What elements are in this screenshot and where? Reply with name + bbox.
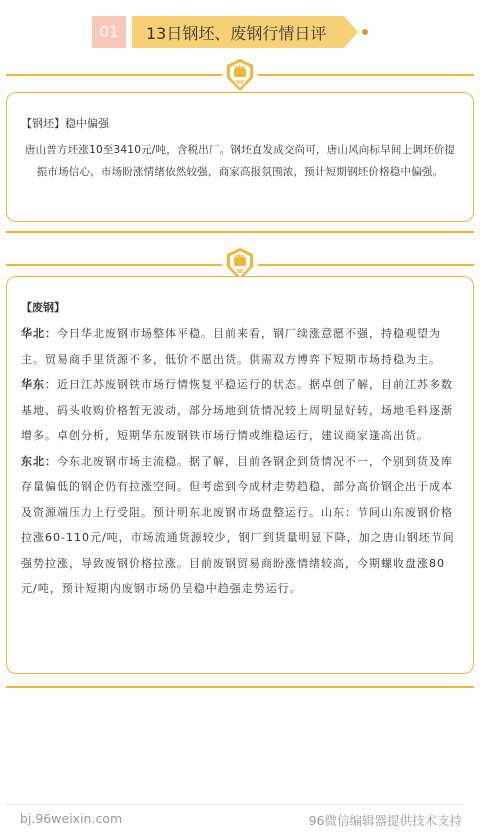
paragraph-east-china — [21, 372, 461, 449]
region-label: 华东 — [21, 378, 45, 391]
paragraph-north-china — [21, 321, 461, 372]
billet-title: 【钢坯】稳中偏强 — [21, 117, 109, 130]
paragraph-northeast — [21, 449, 461, 602]
divider-line — [6, 686, 474, 688]
badge-text: 96 — [236, 269, 244, 275]
section-number: 01 — [92, 16, 126, 48]
header-dot — [362, 29, 368, 35]
badge-text: 96 — [236, 80, 244, 86]
divider-line — [6, 231, 474, 233]
section-header — [92, 16, 368, 48]
paragraph-text: ：近日江苏废钢铁市场行情恢复平稳运行的状态。据卓创了解，目前江苏多数基地、码头收购价格暂无波动，部分场地到货情况较上周明显好转，场地毛料逐渐增多。卓创分析，短期华东废钢铁市场行情或维稳运行，建议商家逢高出货。 — [21, 378, 453, 442]
paragraph-text: 今东北废钢市场主流稳。据了解，目前各钢企到货情况不一，个别到货及库存量偏低的钢企仍有拉涨空间。但考虑到今成材走势趋稳，部分高价钢企出于成本及资源端压力上行受阻。预计明东北废钢市场盘整运行。山东：节间山东废钢价格拉涨60-110元/吨，市场流通货源较少，钢厂到货量明显下降，加之唐山钢坯节间强势拉涨，导致废钢价格拉涨。目前废钢贸易商盼涨情绪较高，今期螺收盘涨80元/吨，预计短期内废钢市场仍呈稳中趋强走势运行。 — [21, 454, 455, 595]
billet-body: 唐山普方坯涨10至3410元/吨，含税出厂。钢坯直发成交尚可，唐山风向标早间上调坯价提振市场信心，市场盼涨情绪依然较强，商家高报氛围浓，预计短期钢坯价格稳中偏强。 — [24, 144, 456, 178]
billet-card — [6, 92, 474, 222]
region-label: 华北： — [21, 327, 57, 340]
footer-divider — [6, 804, 464, 805]
footer-site-link[interactable]: bj.96weixin.com — [20, 811, 123, 826]
region-label: 东北： — [21, 454, 57, 468]
scrap-card — [6, 276, 474, 674]
section-title: 13日钢坯、废钢行情日评 — [132, 16, 344, 48]
scrap-title: 【废钢】 — [21, 301, 65, 314]
footer-credit: 96微信编辑器提供技术支持 — [308, 813, 462, 828]
fist-badge-icon — [222, 57, 258, 93]
paragraph-text: 今日华北废钢市场整体平稳。目前来看，钢厂续涨意愿不强，持稳观望为主。贸易商手里货源不多，低价不愿出货。供需双方博弈下短期市场持稳为主。 — [21, 327, 441, 366]
